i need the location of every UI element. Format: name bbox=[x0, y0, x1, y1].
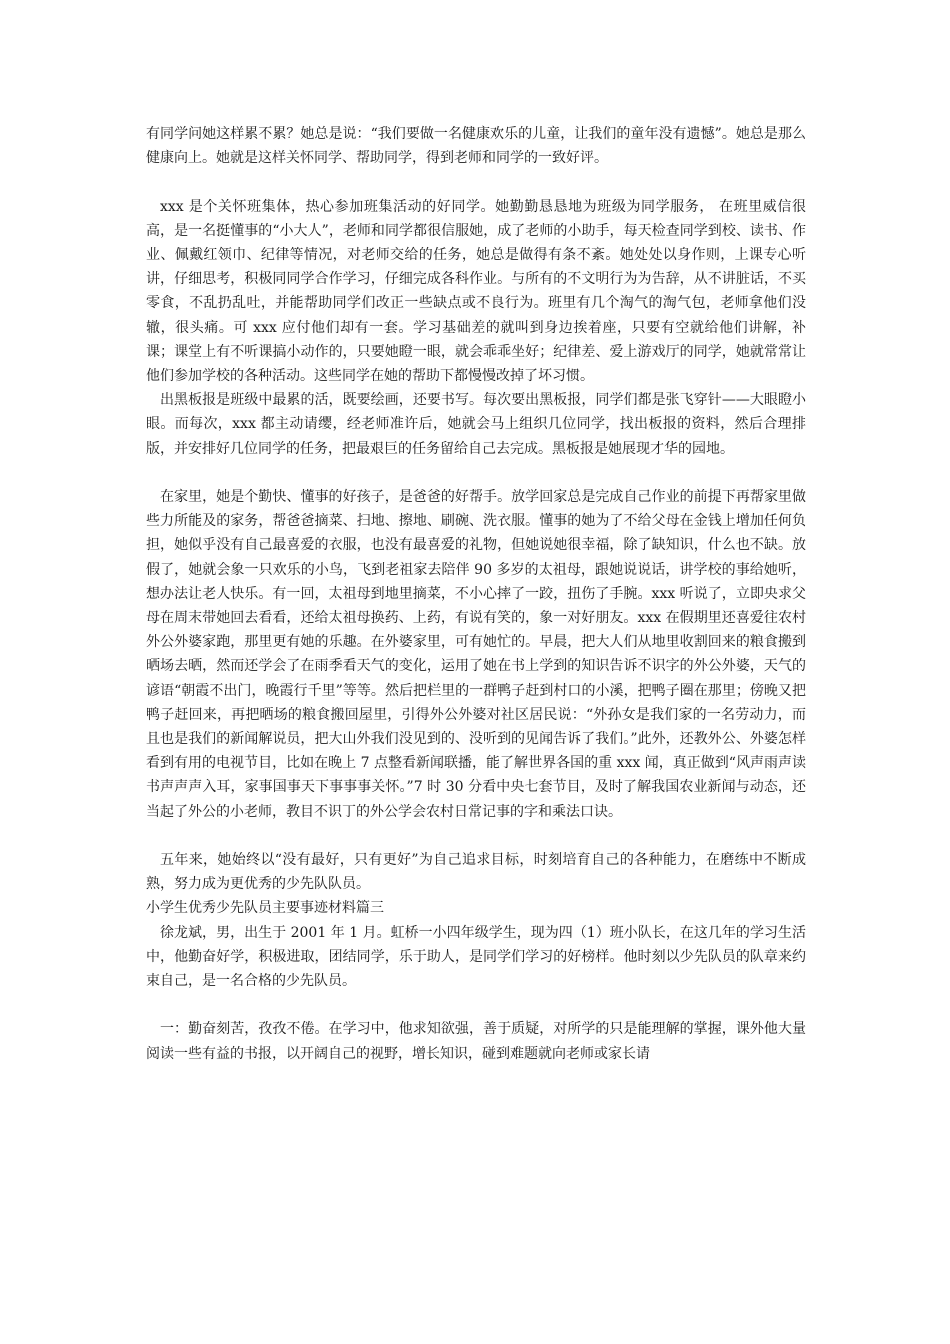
paragraph-gap bbox=[146, 170, 806, 194]
paragraph-1: 有同学问她这样累不累？她总是说：“我们要做一名健康欢乐的儿童，让我们的童年没有遗憾”。她总是那么健康向上。她就是这样关怀同学、帮助同学，得到老师和同学的一致好评。 bbox=[146, 126, 806, 167]
paragraph-3: 出黑板报是班级中最累的活，既要绘画，还要书写。每次要出黑板报，同学们都是张飞穿针——大眼瞪小眼。而每次，xxx 都主动请缨，经老师准许后，她就会马上组织几位同学，找出板报的资料，然后合理排版，并安排好几位同学的任务，把最艰巨的任务留给自己去完成。黑板报是她展现才华的园地。 bbox=[146, 392, 806, 457]
paragraph-gap bbox=[146, 993, 806, 1017]
paragraph-7: 一：勤奋刻苦，孜孜不倦。在学习中，他求知欲强，善于质疑，对所学的只是能理解的掌握，课外他大量阅读一些有益的书报，以开阔自己的视野，增长知识，碰到难题就向老师或家长请 bbox=[146, 1021, 806, 1062]
paragraph-5: 五年来，她始终以“没有最好，只有更好”为自己追求目标，时刻培育自己的各种能力，在磨练中不断成熟，努力成为更优秀的少先队队员。 bbox=[146, 852, 806, 893]
document-page bbox=[146, 122, 806, 1066]
paragraph-gap bbox=[146, 824, 806, 848]
paragraph-4: 在家里，她是个勤快、懂事的好孩子，是爸爸的好帮手。放学回家总是完成自己作业的前提下再帮家里做些力所能及的家务，帮爸爸摘菜、扫地、擦地、刷碗、洗衣服。懂事的她为了不给父母在金钱上增加任何负担，她似乎没有自己最喜爱的衣服，也没有最喜爱的礼物，但她说她很幸福，除了缺知识，什么也不缺。放假了，她就会象一只欢乐的小鸟，飞到老祖家去陪伴 90 多岁的太祖母，跟她说说话，讲学校的事给她听，想办法让老人快乐。有一回，太祖母到地里摘菜，不小心摔了一跤，扭伤了手腕。xxx 听说了，立即央求父母在周末带她回去看看，还给太祖母换药、上药，有说有笑的，象一对好朋友。xxx 在假期里还喜爱往农村外公外婆家跑，那里更有她的乐趣。在外婆家里，可有她忙的。早晨，把大人们从地里收割回来的粮食搬到晒场去晒，然而还学会了在雨季看天气的变化，运用了她在书上学到的知识告诉不识字的外公外婆，天气的谚语“朝霞不出门，晚霞行千里”等等。然后把栏里的一群鸭子赶到村口的小溪，把鸭子圈在那里；傍晚又把鸭子赶回来，再把晒场的粮食搬回屋里，引得外公外婆对社区居民说：“外孙女是我们家的一名劳动力，而且也是我们的新闻解说员，把大山外我们没见到的、没听到的见闻告诉了我们。”此外，还教外公、外婆怎样看到有用的电视节目，比如在晚上 7 点整看新闻联播，能了解世界各国的重 xxx 闻，真正做到“风声雨声读书声声声入耳，家事国事天下事事事关怀。”7 时 30 分看中央七套节目，及时了解我国农业新闻与动态，还当起了外公的小老师，教目不识丁的外公学会农村日常记事的字和乘法口诀。 bbox=[146, 489, 806, 820]
section-heading: 小学生优秀少先队员主要事迹材料篇三 bbox=[146, 900, 384, 917]
paragraph-6: 徐龙斌，男，出生于 2001 年 1 月。虹桥一小四年级学生，现为四（1）班小队长，在这几年的学习生活中，他勤奋好学，积极进取，团结同学，乐于助人，是同学们学习的好榜样。他时刻以少先队员的队章来约束自己，是一名合格的少先队员。 bbox=[146, 924, 806, 990]
paragraph-2: xxx 是个关怀班集体，热心参加班集活动的好同学。她勤勤恳恳地为班级为同学服务， 在班里威信很高，是一名挺懂事的“小大人”，老师和同学都很信服她，成了老师的小助手，每天检查同学到校、读书、作业、佩戴红领巾、纪律等情况，对老师交给的任务，她总是做得有条不紊。她处处以身作则，上课专心听讲，仔细思考，积极同同学合作学习，仔细完成各科作业。与所有的不文明行为为告辞，从不讲脏话，不买零食，不乱扔乱吐，并能帮助同学们改正一些缺点或不良行为。班里有几个淘气的淘气包，老师拿他们没辙，很头痛。可 xxx 应付他们却有一套。学习基础差的就叫到身边挨着座，只要有空就给他们讲解，补课；课堂上有不听课搞小动作的，只要她瞪一眼，就会乖乖坐好；纪律差、爱上游戏厅的同学，她就常常让他们参加学校的各种活动。这些同学在她的帮助下都慢慢改掉了坏习惯。 bbox=[146, 198, 806, 385]
paragraph-gap bbox=[146, 461, 806, 485]
